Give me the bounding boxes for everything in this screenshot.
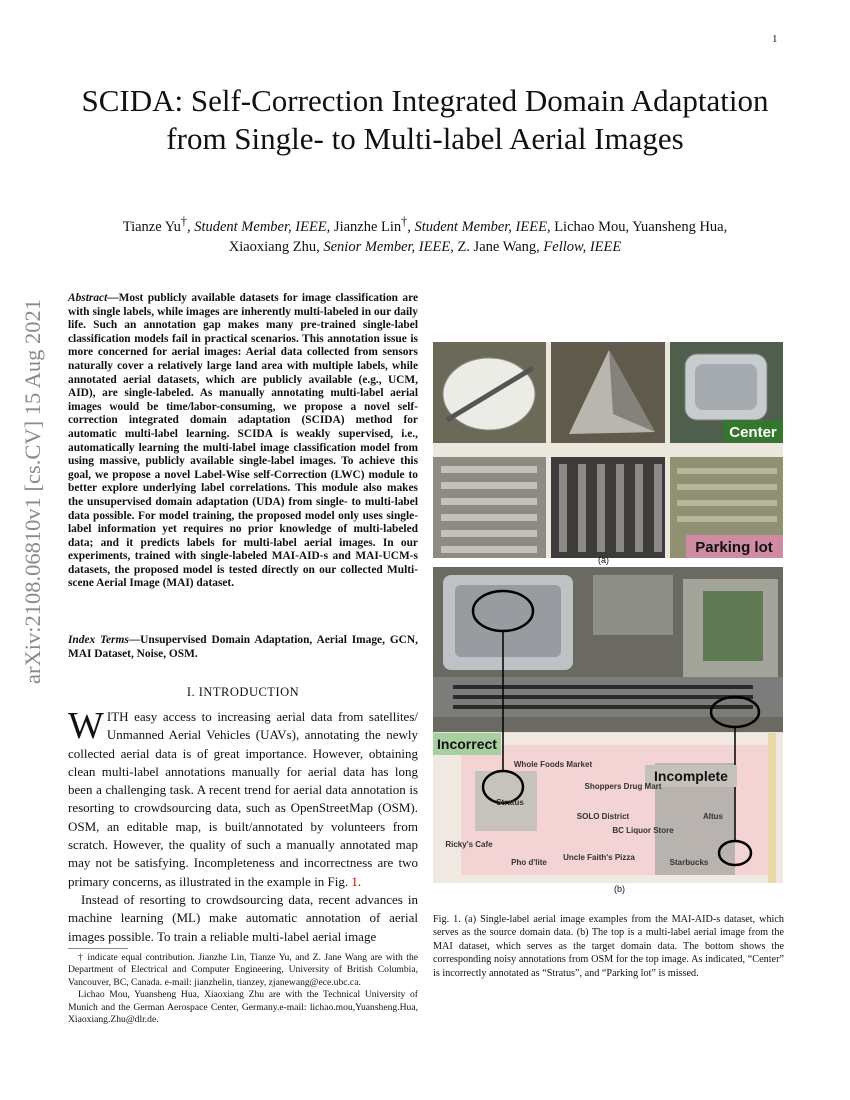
footnote-divider [68,948,128,949]
map-label-altus: Altus [703,812,723,821]
introduction-body [68,705,418,946]
multi-label-aerial-image [433,567,783,732]
author-list [70,211,780,257]
intro-paragraph-1 [68,705,418,891]
map-label-uncle-faiths-pizza: Uncle Faith's Pizza [563,853,635,862]
drop-cap: W [68,705,104,747]
footnotes [68,952,418,1026]
intro-p1-end: . [357,873,362,889]
map-label-whole-foods-market: Whole Foods Market [513,760,593,769]
map-label-bc-liquor-store: BC Liquor Store [612,826,674,835]
arxiv-stamp-text: arXiv:2108.06810v1 [cs.CV] 15 Aug 2021 [20,299,45,684]
section-heading: I. INTRODUCTION [186,685,300,699]
aerial-tile-dome-1 [433,342,546,443]
index-terms-text: —Unsupervised Domain Adaptation, Aerial Image, GCN, MAI Dataset, Noise, OSM. [68,634,418,660]
map-label-starbucks: Starbucks [669,858,709,867]
map-label-rickys-cafe: Ricky's Cafe [445,840,493,849]
label-incomplete: Incomplete [654,768,728,784]
footnote-affiliation-2: Lichao Mou, Yuansheng Hua, Xiaoxiang Zhu are with the Technical University of Munich and the German Aerospace Center, Germany.e-mail: lichao.mou,Yuansheng.Hua, Xiaoxiang.Zhu@dlr.de. [68,989,418,1026]
aerial-tile-dome-2 [551,342,665,443]
authors-line-2: Xiaoxiang Zhu, Senior Member, IEEE, Z. Jane Wang, Fellow, IEEE [228,238,622,255]
label-center: Center [729,424,777,441]
map-label-shoppers-drug-mart: Shoppers Drug Mart [584,782,662,791]
index-terms-label: Index Terms [68,634,129,646]
map-label-stratus: Stratus [496,798,524,807]
figure-1a [433,342,783,558]
figure-reference-link[interactable]: 1 [351,873,358,889]
abstract-label: Abstract [68,292,108,304]
figure-1b [433,567,783,883]
label-parking-lot-badge [686,535,783,558]
paper-title: SCIDA: Self-Correction Integrated Domain Adaptation from Single- to Multi-label Aerial Images [81,83,769,156]
aerial-tile-parking-1 [433,457,546,558]
authors-line-1: Tianze Yu†, Student Member, IEEE, Jianzhe Lin†, Student Member, IEEE, Lichao Mou, Yuansheng Hua, [122,214,728,235]
intro-p1-text: ITH easy access to increasing aerial data from satellites/ Unmanned Aerial Vehicles (UAVs), annotating the newly collected aerial data is of great importance. However, obtaining clean multi-label annotations manually for aerial data has long been a challenging task. A recent trend for aerial data annotation is resorting to crowdsourcing data, such as OpenStreetMap (OSM). OSM, an editable map, is built/annotated by volunteers from scratch. However, the quality of such a manually annotated map may not be satisfying. Incompleteness and incorrectness are two primary concerns, as illustrated in the example in Fig. [68,709,418,889]
label-center-badge [723,420,783,442]
label-parking-lot: Parking lot [695,539,773,556]
footnote-affiliation-1: † indicate equal contribution. Jianzhe Lin, Tianze Yu, and Z. Jane Wang are with the Department of Electrical and Computer Engineering, University of British Columbia, Vancouver, BC, Canada. e-mail: jianzhelin, tianzey, zjanewang@ece.ubc.ca. [68,952,418,988]
map-label-pho-dlite: Pho d'lite [511,858,547,867]
index-terms [68,634,418,661]
label-incorrect: Incorrect [437,736,497,752]
intro-paragraph-2: Instead of resorting to crowdsourcing data, recent advances in machine learning (ML) make automatic annotation of aerial images possible. To train a reliable multi-label aerial image [68,891,418,944]
abstract [68,292,418,591]
aerial-tile-parking-2 [551,457,665,558]
label-incorrect-badge [433,733,501,755]
abstract-text: —Most publicly available datasets for image classification are with single labels, while images are inherently multi-labeled in our daily life. Such an annotation gap makes many pre-trained single-label classification models fail in practical scenarios. This annotation issue is more concerned for aerial images: Aerial data collected from sensors naturally cover a relatively large land area with multiple labels, while annotated aerial datasets, which are publicly available (e.g., UCM, AID), are single-labeled. As manually annotating multi-label aerial images would be time/labor-consuming, we propose a novel self-correction integrated domain adaptation (SCIDA) method for automatic multi-label learning. SCIDA is weakly supervised, i.e., automatically learning the multi-label image classification model from using massive, publicly available single-label images. To achieve this goal, we propose a novel Label-Wise self-Correction (LWC) module to better explore underlying label correlations. This module also makes the unsupervised domain adaptation (UDA) from single- to multi-label data possible. For model training, the proposed model only uses single-label information yet requires no prior knowledge of multi-labeled data; and it predicts labels for multi-label aerial images. In our experiments, trained with single-labeled MAI-AID-s and MAI-UCM-s datasets, the proposed model is tested directly on our collected Multi-scene Aerial Image (MAI) dataset. [68,292,418,590]
map-label-solo-district: SOLO District [576,812,630,821]
figure-caption: Fig. 1. (a) Single-label aerial image examples from the MAI-AID-s dataset, which serves as the source domain data. (b) The top is a multi-label aerial image from the MAI dataset, which serves as the target domain data. The bottom shows the corresponding noisy annotations from OSM for the top image. As indicated, “Center” is incorrectly annotated as “Stratus”, and “Parking lot” is missed. [433,914,784,979]
page-number: 1 [772,33,778,45]
arxiv-stamp [8,288,52,688]
subfigure-b-label: (b) [614,884,625,894]
subfigure-a-label: (a) [598,555,609,565]
